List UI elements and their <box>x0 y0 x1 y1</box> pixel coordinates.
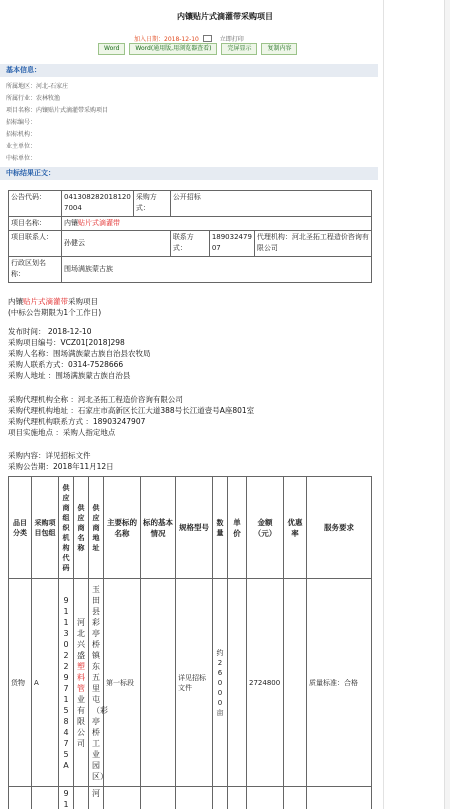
phone-label: 联系方式： <box>170 231 209 257</box>
info-row: 中标单位： <box>6 155 37 162</box>
cell-qty: 约26000亩 <box>213 579 228 787</box>
cell-address: 玉田县彩亭桥镇东五里屯（彩亭桥工业园区） <box>89 579 104 787</box>
col-spec: 规格型号 <box>176 477 213 579</box>
col-org-code: 供应商组织机构代码 <box>59 477 74 579</box>
body-heading: 内镶贴片式滴灌带采购项目 <box>8 297 98 306</box>
phone-value: 189032479 07 <box>209 231 254 257</box>
cell-basic <box>141 579 176 787</box>
col-package: 采购项目包组 <box>32 477 59 579</box>
basic-info-heading <box>0 64 378 77</box>
cell-package: A <box>32 579 59 787</box>
region-value: 围场满族蒙古族 <box>62 257 372 283</box>
method-label: 采购方式： <box>133 191 170 217</box>
col-address: 供应商地址 <box>89 477 104 579</box>
announcement-table <box>8 190 372 283</box>
cell-price <box>228 579 247 787</box>
info-row: 所属行业：农林牧渔 <box>6 95 61 102</box>
result-heading <box>0 167 378 180</box>
items-table <box>8 476 372 809</box>
basic-info-list <box>6 81 108 165</box>
cell-address: 河 <box>89 787 104 809</box>
body-block-1: 发布时间： 2018-12-10 采购项目编号：VCZ01[2018]298 采购人名称：围场满族蒙古族自治县农牧局 采购人联系方式：0314-7528666 采购人地址 ：围场满族蒙古族自治县 <box>8 327 151 380</box>
cell-spec: 详见招标文件 <box>176 579 213 787</box>
cell-item-name: 第一标段 <box>104 579 141 787</box>
col-supplier: 供应商名称 <box>74 477 89 579</box>
col-amount: 金额（元） <box>247 477 284 579</box>
region-label: 行政区划名称： <box>9 257 62 283</box>
col-basic: 标的基本情况 <box>141 477 176 579</box>
content-border <box>383 0 384 809</box>
cell-discount <box>284 579 307 787</box>
scrollbar[interactable] <box>444 0 450 809</box>
name-value: 内镶贴片式滴灌带 <box>62 217 372 231</box>
date-label: 加入日期：2018-12-10 <box>134 36 199 43</box>
toolbar <box>98 43 297 55</box>
cell-service: 质量标准：合格 <box>307 579 372 787</box>
body-period: (中标公告期限为1个工作日) <box>8 308 102 317</box>
body-block-2: 采购代理机构全称 ：河北圣拓工程造价咨询有限公司 采购代理机构地址 ：石家庄市高新区长江大道388号长江道壹号A座801室 采购代理机构联系方式 ：18903247907 项目实施地点 ：采购人指定地点 <box>8 395 255 437</box>
col-discount: 优惠率 <box>284 477 307 579</box>
print-link[interactable]: 立即打印 <box>219 36 244 43</box>
cell-supplier: 河北兴盛塑料管业有限公司 <box>74 579 89 787</box>
page-title: 内镶贴片式滴灌带采购项目 <box>177 12 273 21</box>
agent-cell <box>254 231 371 257</box>
code-label: 公告代码： <box>9 191 62 217</box>
word-browser-button[interactable]: Word(通用版,用浏览器查看) <box>129 43 217 55</box>
cell-amount: 2724800 <box>247 579 284 787</box>
contact-value: 孙健云 <box>62 231 171 257</box>
cell-org-code: 91 <box>59 787 74 809</box>
basic-info-label: 基本信息： <box>6 66 41 74</box>
fullscreen-button[interactable]: 完屏显示 <box>221 43 257 55</box>
info-row: 所属地区：河北-石家庄 <box>6 83 69 90</box>
col-category: 品目分类 <box>9 477 32 579</box>
agent-label: 代理机构： <box>256 233 292 241</box>
info-row: 招标编号： <box>6 119 37 126</box>
body-block-3: 采购内容：详见招标文件 采购公告期：2018年11月12日 <box>8 451 114 471</box>
table-header-row <box>9 477 372 579</box>
table-row <box>9 787 372 809</box>
info-row: 招标机构： <box>6 131 37 138</box>
meta-line <box>134 34 244 43</box>
cell-category: 货物 <box>9 579 32 787</box>
info-row: 业主单位： <box>6 143 37 150</box>
table-row <box>9 579 372 787</box>
agent-value: 河北圣拓工程造价咨询有限公司 <box>256 233 369 252</box>
name-label: 项目名称： <box>9 217 62 231</box>
method-value: 公开招标 <box>170 191 371 217</box>
col-price: 单价 <box>228 477 247 579</box>
info-row: 项目名称：内镶贴片式滴灌带采购项目 <box>6 107 109 114</box>
word-button[interactable]: Word <box>98 43 125 55</box>
result-label: 中标结果正文： <box>6 169 55 177</box>
copy-content-button[interactable]: 复制内容 <box>261 43 297 55</box>
contact-label: 项目联系人： <box>9 231 62 257</box>
col-service: 服务要求 <box>307 477 372 579</box>
col-qty: 数量 <box>213 477 228 579</box>
code-value: 041308282018120 7004 <box>62 191 134 217</box>
printer-icon[interactable] <box>203 35 212 42</box>
col-item-name: 主要标的名称 <box>104 477 141 579</box>
cell-org-code: 91130229715847 5A <box>59 579 74 787</box>
